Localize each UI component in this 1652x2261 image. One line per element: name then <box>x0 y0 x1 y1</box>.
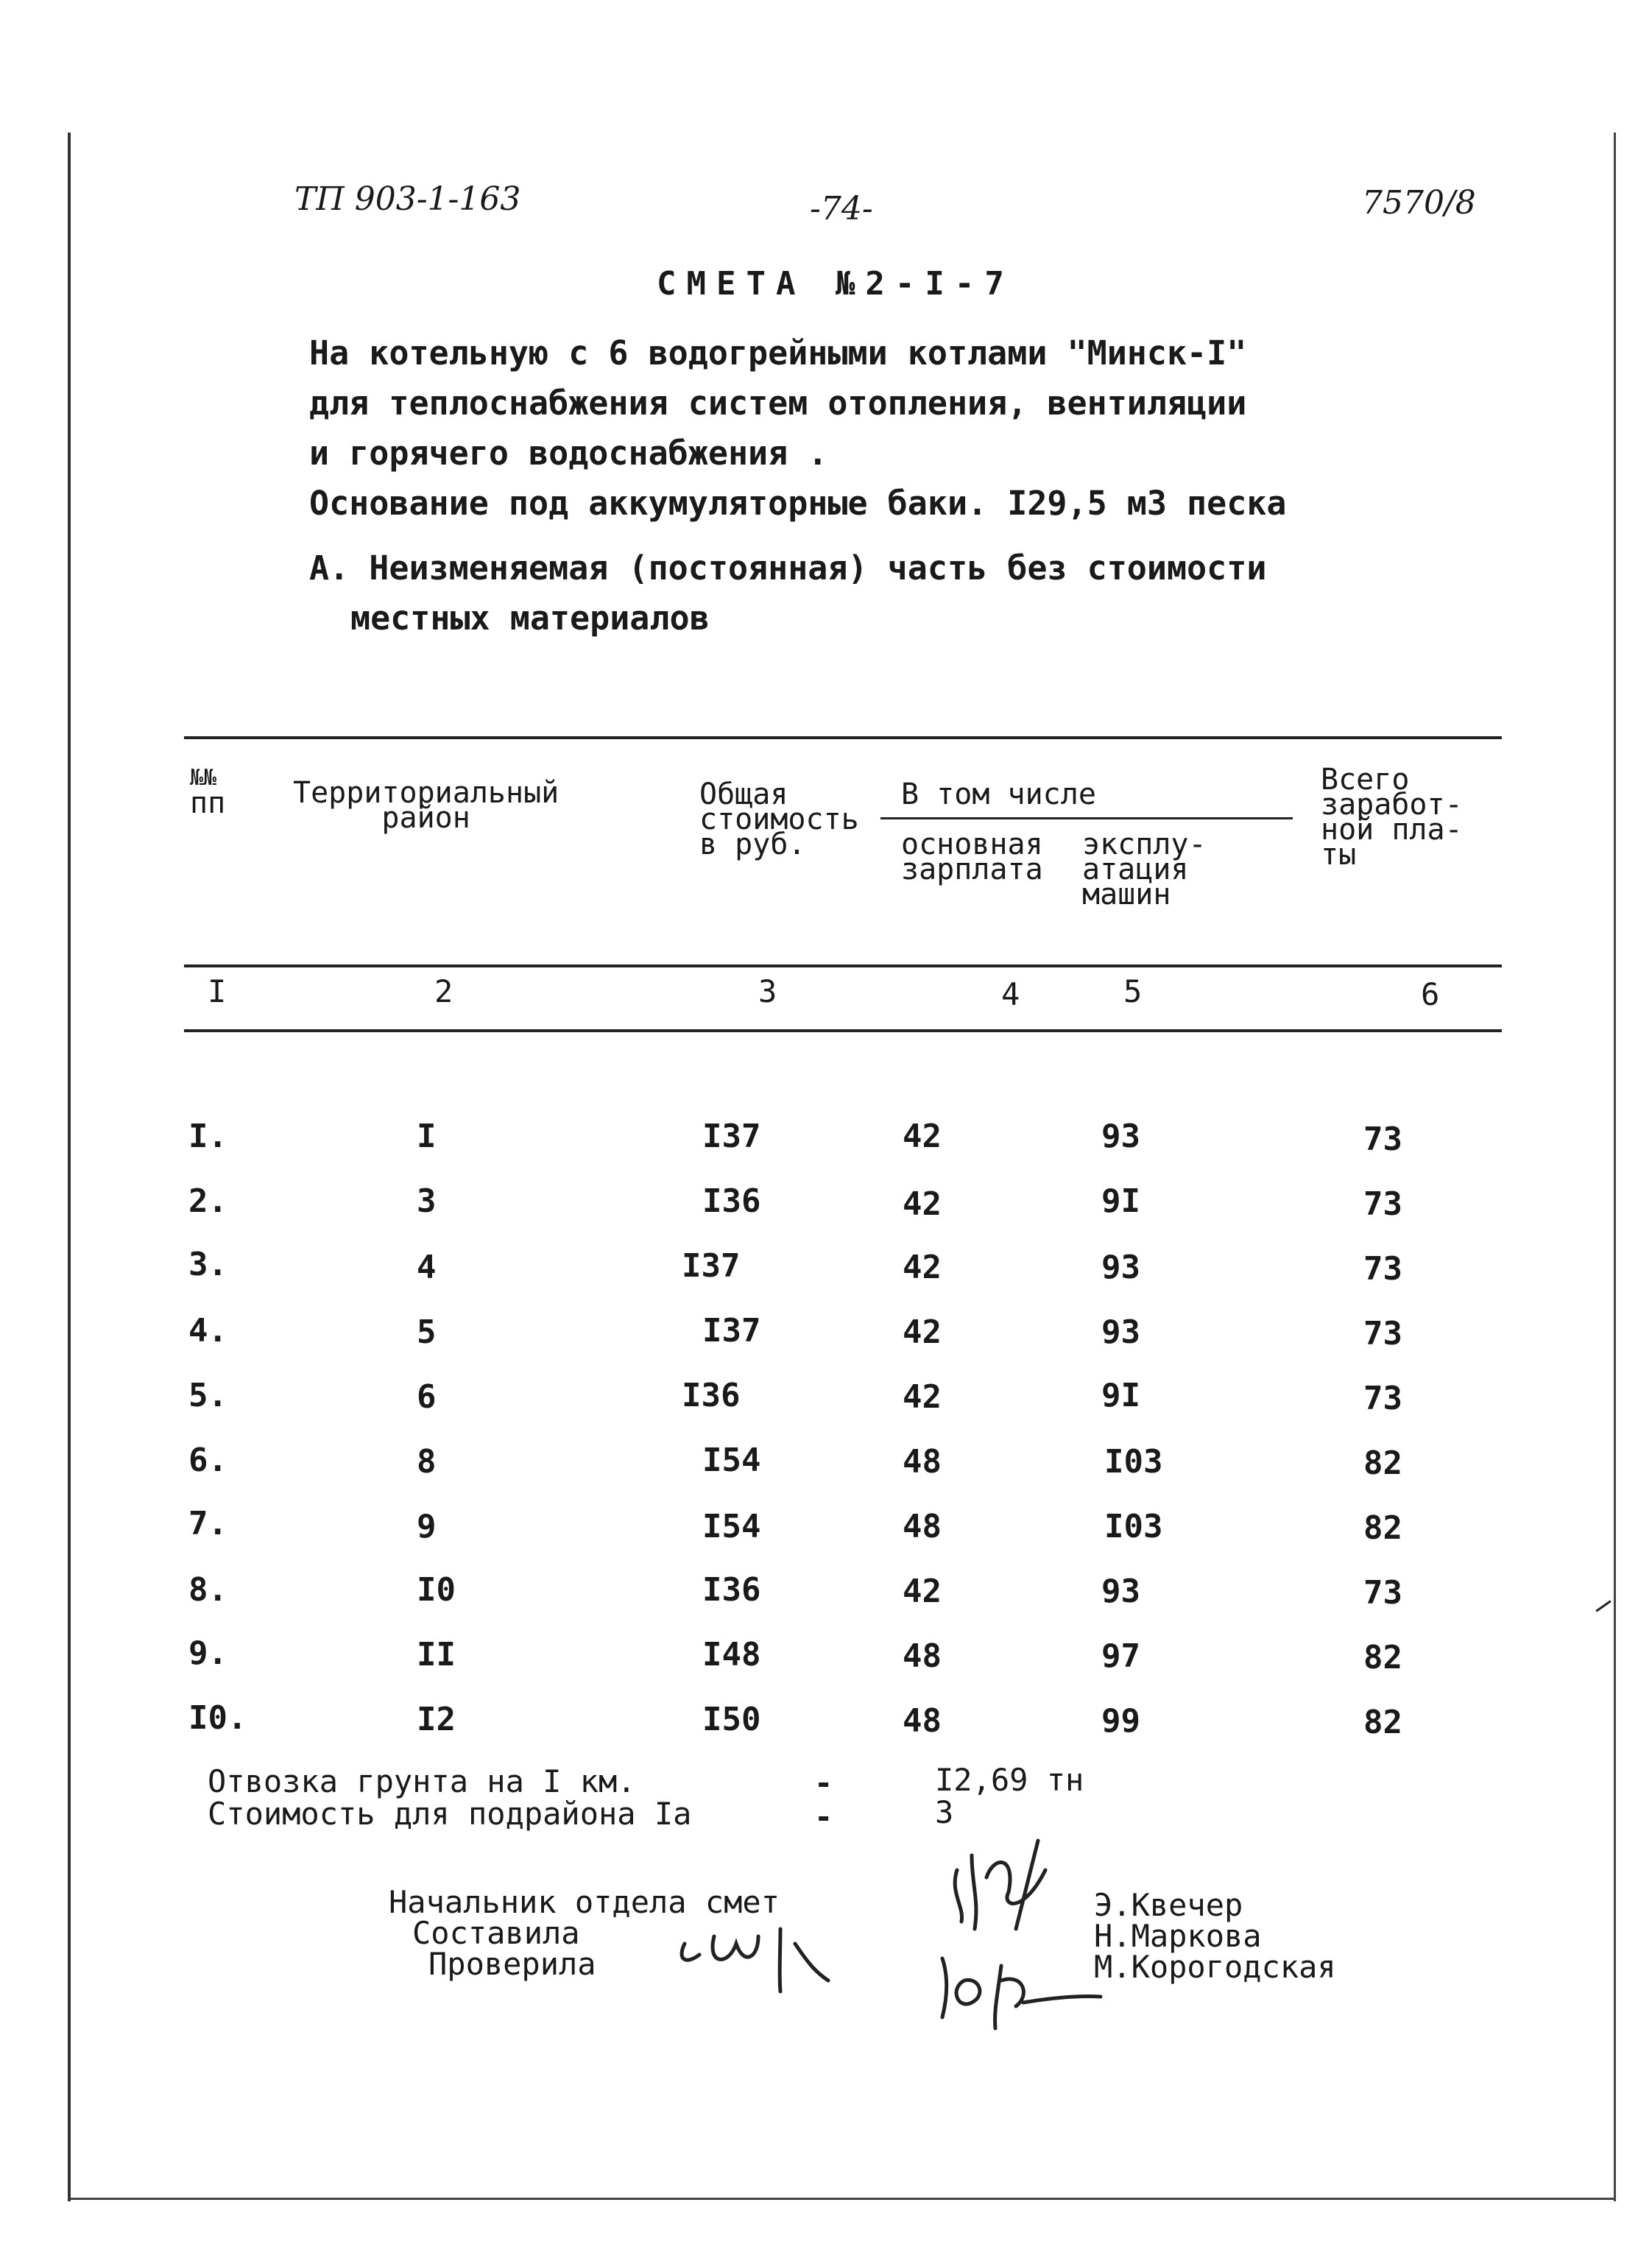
row-7-machines: I03 <box>1104 1508 1163 1545</box>
row-10-machines: 99 <box>1101 1702 1140 1740</box>
row-8-machines: 93 <box>1101 1573 1140 1610</box>
colnum-6: 6 <box>1421 976 1440 1012</box>
row-6-machines: I03 <box>1104 1443 1163 1481</box>
including-rule <box>880 817 1293 819</box>
section-line-2: местных материалов <box>350 599 710 638</box>
compiled-label: Составила <box>412 1915 580 1951</box>
row-6-total: I54 <box>702 1442 761 1479</box>
subregion-label: Стоимость для подрайона Iа <box>208 1796 692 1832</box>
row-7-allwage: 82 <box>1363 1509 1402 1547</box>
row-1-total: I37 <box>702 1118 761 1155</box>
checked-label: Проверила <box>428 1946 596 1982</box>
header-allwage-line3: ной пла- <box>1321 813 1463 847</box>
row-5-total: I36 <box>682 1377 741 1414</box>
header-number-line2: пп <box>190 786 226 820</box>
row-2-n: 2. <box>188 1182 227 1220</box>
row-4-region: 5 <box>417 1313 437 1351</box>
row-3-n: 3. <box>188 1246 227 1283</box>
colnum-bottom-rule <box>184 1029 1502 1032</box>
scan-mark <box>1595 1600 1611 1612</box>
description-line-1: На котельную с 6 водогрейными котлами "Минск-I" <box>309 334 1247 373</box>
header-wage-line2: зарплата <box>901 853 1043 886</box>
row-9-wage: 48 <box>903 1637 942 1675</box>
description-line-3: и горячего водоснабжения . <box>309 434 828 473</box>
row-2-total: I36 <box>702 1182 761 1220</box>
header-allwage <box>1321 763 1463 872</box>
row-3-wage: 42 <box>903 1249 942 1286</box>
header-bottom-rule <box>184 964 1502 967</box>
row-4-allwage: 73 <box>1363 1315 1402 1352</box>
header-total-line3: в руб. <box>699 828 806 861</box>
row-4-total: I37 <box>702 1312 761 1350</box>
signature-head-icon <box>935 1826 1097 1936</box>
description-line-4: Основание под аккумуляторные баки. I29,5 м3 песка <box>309 484 1287 523</box>
row-5-n: 5. <box>188 1377 227 1414</box>
description-line-2: для теплоснабжения систем отопления, вентиляции <box>309 384 1247 423</box>
colnum-4: 4 <box>1001 976 1020 1012</box>
haul-label: Отвозка грунта на I км. <box>208 1763 636 1799</box>
row-6-n: 6. <box>188 1442 227 1479</box>
row-4-machines: 93 <box>1101 1313 1140 1351</box>
row-9-total: I48 <box>702 1636 761 1673</box>
header-total-line2: стоимость <box>699 803 859 836</box>
header-region <box>293 776 560 835</box>
row-4-n: 4. <box>188 1312 227 1350</box>
row-3-region: 4 <box>417 1249 437 1286</box>
header-wage <box>901 828 1043 886</box>
table-top-rule <box>184 736 1502 739</box>
row-10-n: I0. <box>188 1699 247 1737</box>
head-label: Начальник отдела смет <box>389 1884 780 1920</box>
header-number-line1: №№ <box>190 765 217 791</box>
colnum-5: 5 <box>1123 973 1143 1009</box>
section-line-1: А. Неизменяемая (постоянная) часть без стоимости <box>309 549 1267 588</box>
row-5-wage: 42 <box>903 1378 942 1416</box>
head-name: Э.Квечер <box>1094 1887 1243 1923</box>
header-total <box>699 777 859 861</box>
row-2-region: 3 <box>417 1182 437 1220</box>
page-number: -74- <box>810 190 873 227</box>
row-1-wage: 42 <box>903 1118 942 1155</box>
header-machines-line2: атация <box>1082 853 1189 886</box>
signature-compiled-icon <box>670 1914 839 1995</box>
row-1-machines: 93 <box>1101 1118 1140 1155</box>
row-1-region: I <box>417 1118 437 1155</box>
row-6-allwage: 82 <box>1363 1445 1402 1482</box>
colnum-3: 3 <box>758 973 777 1009</box>
row-8-wage: 42 <box>903 1573 942 1610</box>
colnum-2: 2 <box>434 973 453 1009</box>
bottom-page-border <box>71 2198 1614 2200</box>
left-page-border <box>68 133 71 2201</box>
header-including: В том числе <box>901 777 1096 811</box>
row-2-allwage: 73 <box>1363 1185 1402 1223</box>
row-10-total: I50 <box>702 1701 761 1738</box>
row-7-wage: 48 <box>903 1508 942 1545</box>
right-page-border <box>1614 133 1616 2201</box>
signature-checked-icon <box>935 1936 1104 2032</box>
row-9-allwage: 82 <box>1363 1639 1402 1676</box>
row-8-n: 8. <box>188 1571 227 1609</box>
subregion-dash: - <box>814 1799 833 1835</box>
header-wage-line1: основная <box>901 828 1043 861</box>
row-2-machines: 9I <box>1101 1182 1140 1220</box>
row-7-total: I54 <box>702 1508 761 1545</box>
row-10-allwage: 82 <box>1363 1704 1402 1741</box>
document-title: СМЕТА №2-I-7 <box>657 265 1014 303</box>
row-7-n: 7. <box>188 1505 227 1542</box>
row-10-wage: 48 <box>903 1702 942 1740</box>
row-5-region: 6 <box>417 1378 437 1416</box>
haul-dash: - <box>814 1765 833 1801</box>
row-4-wage: 42 <box>903 1313 942 1351</box>
header-machines-line1: эксплу- <box>1082 828 1207 861</box>
row-5-allwage: 73 <box>1363 1380 1402 1417</box>
header-region-line2: район <box>381 801 470 835</box>
checked-name: М.Корогодская <box>1094 1949 1336 1985</box>
row-9-region: II <box>417 1636 456 1673</box>
haul-value: I2,69 тн <box>935 1762 1084 1798</box>
header-number <box>190 765 226 820</box>
row-8-allwage: 73 <box>1363 1574 1402 1612</box>
row-1-allwage: 73 <box>1363 1121 1402 1158</box>
header-allwage-line1: Всего <box>1321 763 1410 797</box>
subregion-value: 3 <box>935 1794 954 1830</box>
row-1-n: I. <box>188 1118 227 1155</box>
header-machines-line3: машин <box>1082 878 1171 911</box>
row-5-machines: 9I <box>1101 1377 1140 1414</box>
colnum-1: I <box>208 973 227 1009</box>
header-allwage-line4: ты <box>1321 838 1357 872</box>
header-machines <box>1082 828 1207 911</box>
row-10-region: I2 <box>417 1701 456 1738</box>
row-3-total: I37 <box>682 1247 741 1285</box>
row-6-region: 8 <box>417 1443 437 1481</box>
row-9-machines: 97 <box>1101 1637 1140 1675</box>
row-6-wage: 48 <box>903 1443 942 1481</box>
sheet-code: 7570/8 <box>1362 184 1476 222</box>
row-3-machines: 93 <box>1101 1249 1140 1286</box>
row-8-region: I0 <box>417 1571 456 1609</box>
row-8-total: I36 <box>702 1571 761 1609</box>
project-code: ТП 903-1-163 <box>294 180 521 218</box>
row-7-region: 9 <box>417 1508 437 1545</box>
row-2-wage: 42 <box>903 1185 942 1223</box>
header-total-line1: Общая <box>699 777 788 811</box>
header-region-line1: Территориальный <box>293 776 560 810</box>
row-9-n: 9. <box>188 1634 227 1672</box>
row-3-allwage: 73 <box>1363 1250 1402 1288</box>
compiled-name: Н.Маркова <box>1094 1918 1262 1954</box>
header-allwage-line2: заработ- <box>1321 788 1463 822</box>
